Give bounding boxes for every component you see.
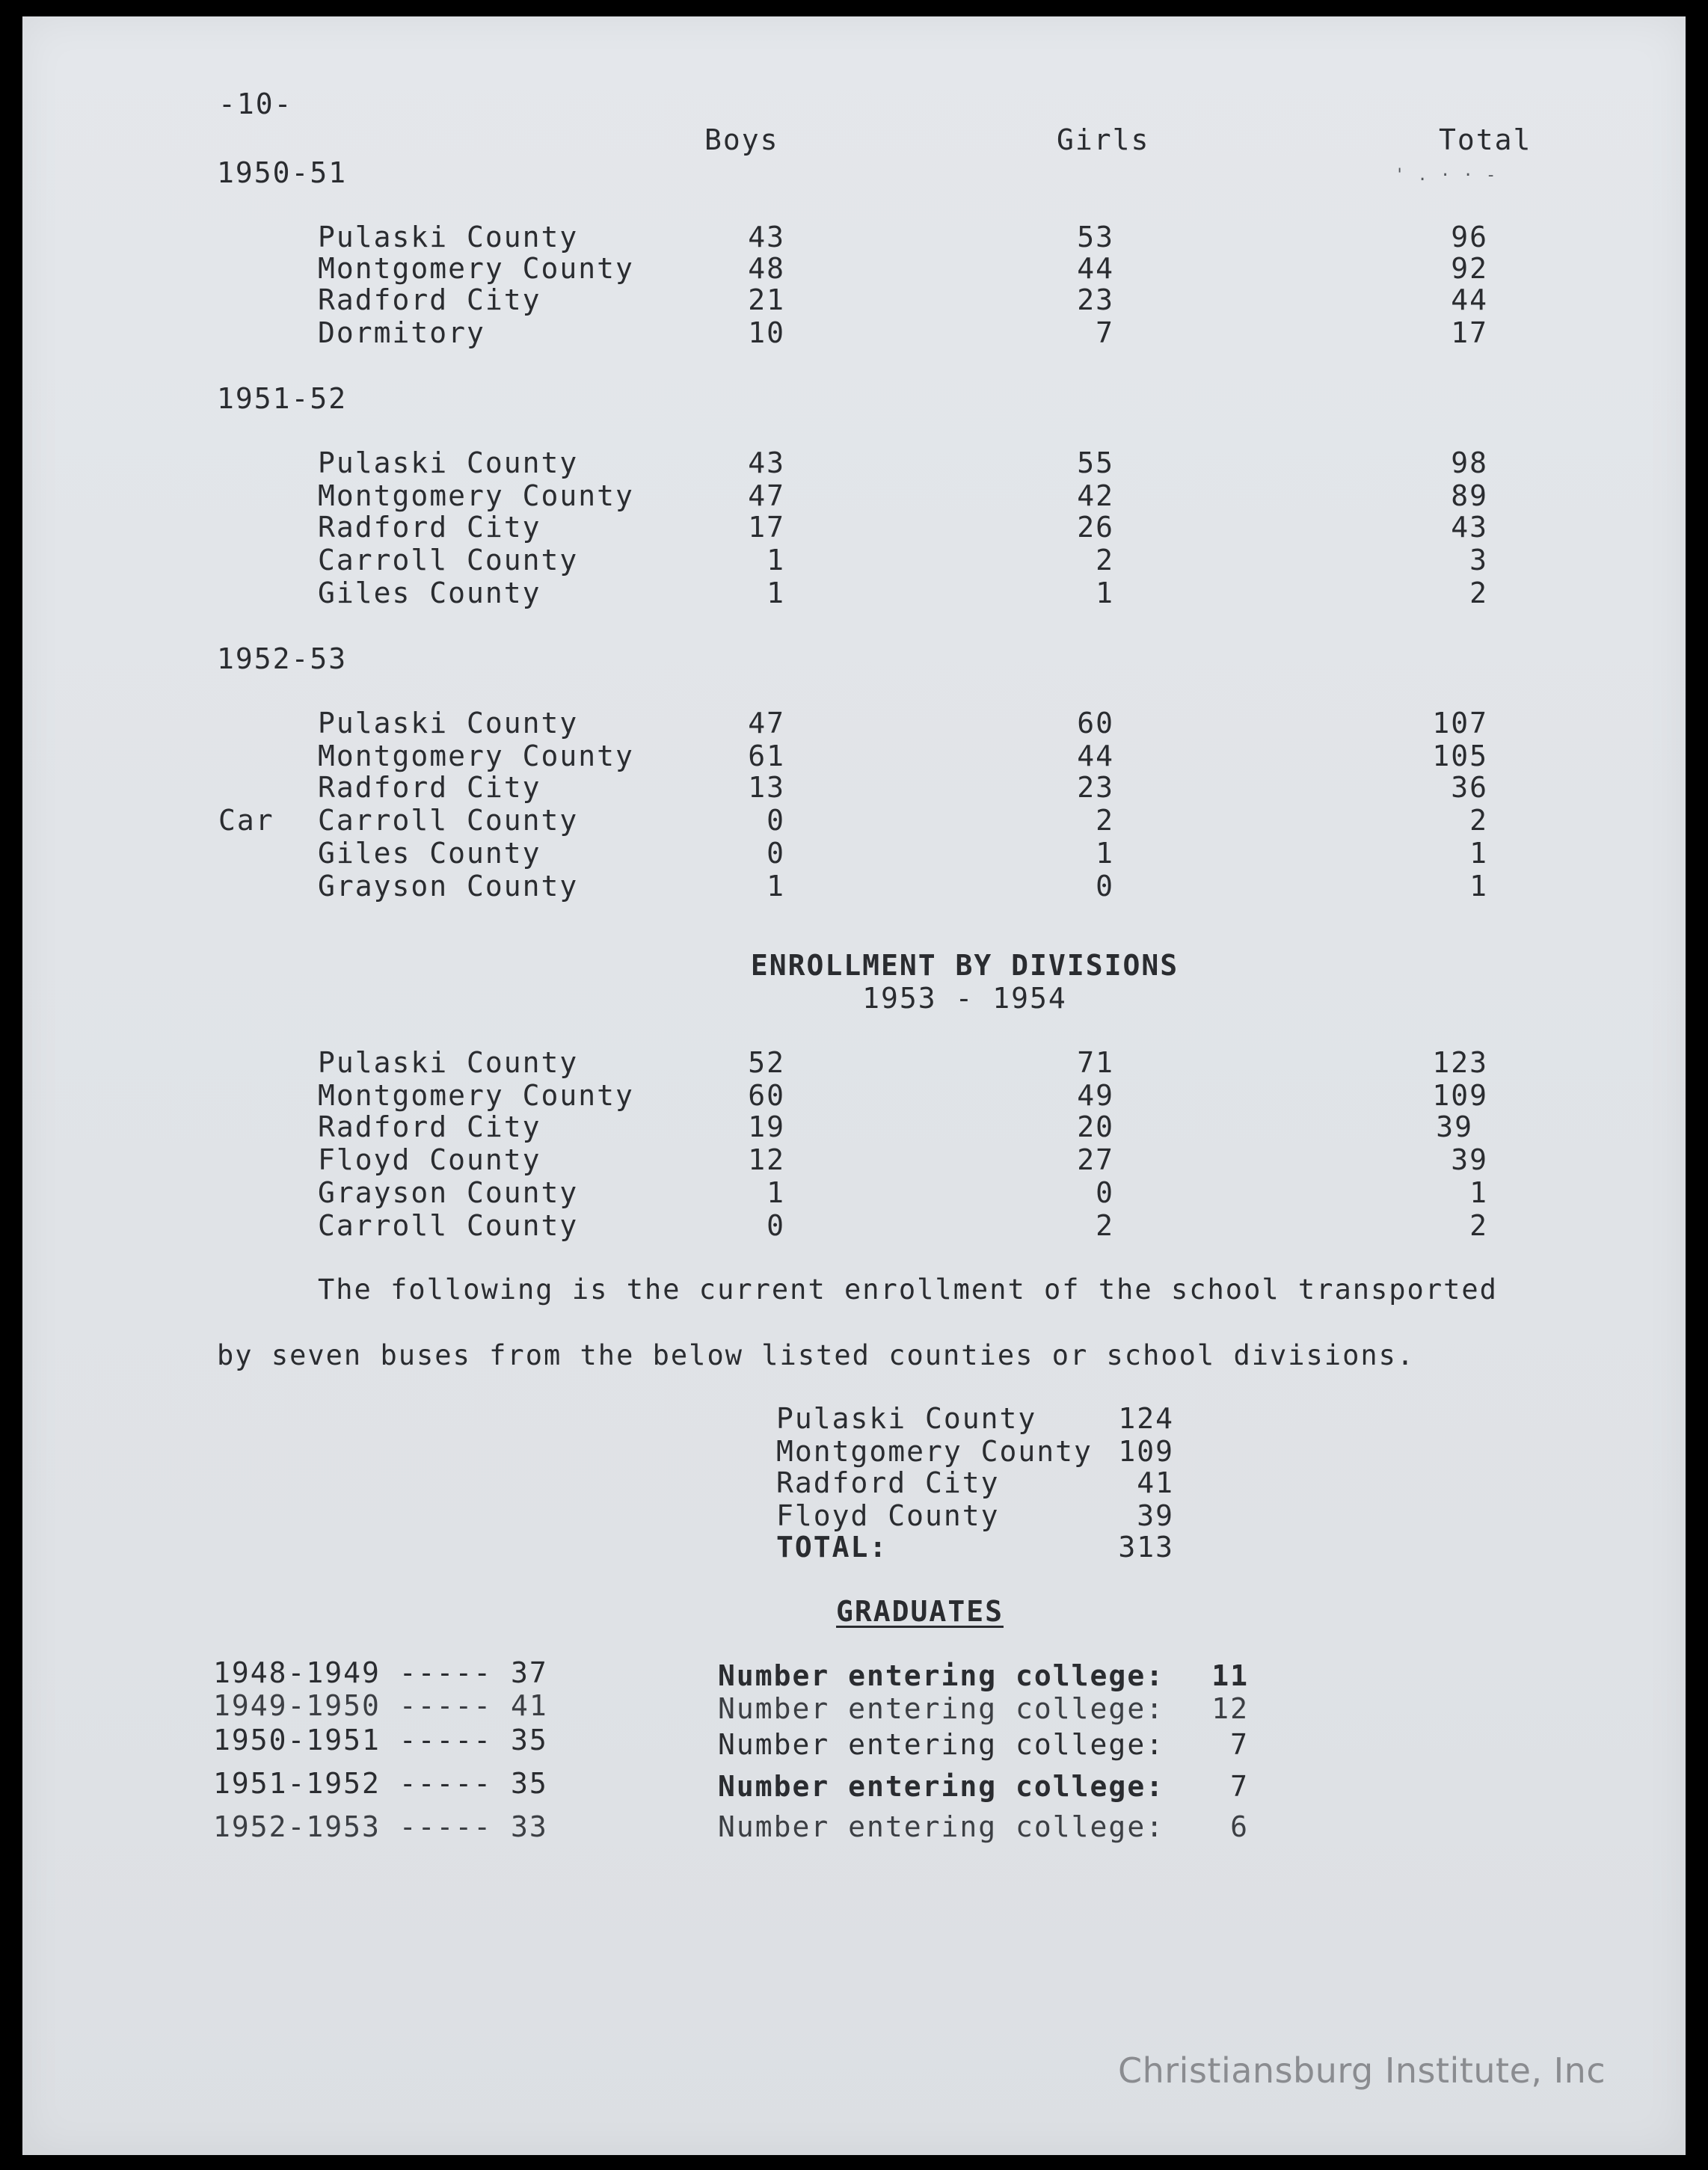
row-boys: 0	[767, 1209, 785, 1242]
bus-summary-total-label: TOTAL:	[776, 1531, 888, 1564]
row-total: 107	[1432, 707, 1488, 740]
row-girls: 44	[1077, 740, 1114, 772]
row-boys: 1	[767, 1176, 785, 1209]
row-girls: 0	[1096, 1176, 1114, 1209]
graduates-college-count: 6	[1230, 1810, 1249, 1843]
row-name: Giles County	[318, 577, 541, 609]
graduates-college-label: Number entering college:	[718, 1810, 1165, 1843]
row-total: 17	[1451, 316, 1488, 349]
row-total: 2	[1469, 1209, 1488, 1242]
section-year-1952-53: 1952-53	[217, 642, 348, 675]
graduates-years: 1951-1952 ----- 35	[213, 1767, 548, 1800]
row-total: 98	[1451, 446, 1488, 479]
row-boys: 1	[767, 577, 785, 609]
graduates-years: 1950-1951 ----- 35	[213, 1724, 548, 1756]
margin-note: Car	[218, 804, 274, 837]
column-header-total: Total	[1439, 123, 1532, 156]
bus-summary-count: 39	[1137, 1499, 1174, 1532]
row-name: Grayson County	[318, 1176, 579, 1209]
graduates-years: 1949-1950 ----- 41	[213, 1689, 548, 1722]
graduates-college-count: 7	[1230, 1728, 1249, 1761]
row-boys: 47	[748, 707, 785, 740]
bus-summary-name: Montgomery County	[776, 1435, 1093, 1468]
graduates-title: GRADUATES	[836, 1595, 1004, 1628]
bus-summary-count: 41	[1137, 1466, 1174, 1499]
row-total: 44	[1451, 283, 1488, 316]
row-total: 39	[1436, 1110, 1473, 1143]
row-girls: 49	[1077, 1079, 1114, 1112]
row-name: Montgomery County	[318, 740, 634, 772]
row-girls: 27	[1077, 1143, 1114, 1176]
row-girls: 42	[1077, 479, 1114, 512]
row-girls: 53	[1077, 221, 1114, 253]
row-name: Floyd County	[318, 1143, 541, 1176]
row-total: 1	[1469, 870, 1488, 903]
graduates-college-count: 11	[1211, 1659, 1249, 1692]
bus-summary-name: Floyd County	[776, 1499, 1000, 1532]
row-boys: 52	[748, 1046, 785, 1079]
column-header-girls: Girls	[1057, 123, 1150, 156]
row-girls: 2	[1096, 544, 1114, 577]
watermark-text: Christiansburg Institute, Inc	[1118, 2050, 1606, 2091]
row-boys: 61	[748, 740, 785, 772]
row-total: 2	[1469, 804, 1488, 837]
graduates-college-count: 7	[1230, 1770, 1249, 1803]
graduates-college-label: Number entering college:	[718, 1770, 1165, 1803]
graduates-college-label: Number entering college:	[718, 1659, 1165, 1692]
row-total: 1	[1469, 837, 1488, 870]
row-girls: 60	[1077, 707, 1114, 740]
bus-summary-count: 109	[1118, 1435, 1174, 1468]
graduates-college-label: Number entering college:	[718, 1728, 1165, 1761]
row-total: 43	[1451, 511, 1488, 544]
graduates-years: 1952-1953 ----- 33	[213, 1810, 548, 1843]
row-name: Carroll County	[318, 804, 579, 837]
bus-summary-name: Radford City	[776, 1466, 1000, 1499]
row-total: 89	[1451, 479, 1488, 512]
bus-summary-name: Pulaski County	[776, 1402, 1037, 1435]
row-total: 36	[1451, 771, 1488, 804]
row-name: Radford City	[318, 1110, 541, 1143]
graduates-college-label: Number entering college:	[718, 1692, 1165, 1725]
row-girls: 2	[1096, 1209, 1114, 1242]
row-name: Montgomery County	[318, 479, 634, 512]
row-girls: 44	[1077, 252, 1114, 285]
row-boys: 13	[748, 771, 785, 804]
row-total: 92	[1451, 252, 1488, 285]
row-girls: 2	[1096, 804, 1114, 837]
row-total: 2	[1469, 577, 1488, 609]
row-boys: 48	[748, 252, 785, 285]
row-girls: 71	[1077, 1046, 1114, 1079]
row-boys: 1	[767, 870, 785, 903]
row-girls: 0	[1096, 870, 1114, 903]
row-boys: 21	[748, 283, 785, 316]
row-boys: 10	[748, 316, 785, 349]
paragraph-line-1: The following is the current enrollment of the school transported	[318, 1273, 1498, 1306]
row-name: Pulaski County	[318, 221, 579, 253]
row-name: Carroll County	[318, 544, 579, 577]
document-page	[22, 16, 1686, 2155]
bus-summary-total-count: 313	[1118, 1531, 1174, 1564]
row-total: 3	[1469, 544, 1488, 577]
row-boys: 60	[748, 1079, 785, 1112]
row-girls: 23	[1077, 283, 1114, 316]
row-name: Giles County	[318, 837, 541, 870]
row-boys: 1	[767, 544, 785, 577]
row-girls: 1	[1096, 577, 1114, 609]
column-header-boys: Boys	[704, 123, 779, 156]
row-boys: 0	[767, 804, 785, 837]
graduates-years: 1948-1949 ----- 37	[213, 1656, 548, 1689]
section-year-1950-51: 1950-51	[217, 156, 348, 189]
row-name: Carroll County	[318, 1209, 579, 1242]
row-total: 96	[1451, 221, 1488, 253]
row-boys: 19	[748, 1110, 785, 1143]
row-boys: 0	[767, 837, 785, 870]
ink-smudge: ' . · · -	[1395, 166, 1498, 185]
paragraph-line-2: by seven buses from the below listed counties or school divisions.	[217, 1339, 1416, 1371]
row-name: Pulaski County	[318, 707, 579, 740]
divisions-years: 1953 - 1954	[862, 982, 1067, 1015]
row-name: Radford City	[318, 511, 541, 544]
row-name: Montgomery County	[318, 252, 634, 285]
row-boys: 17	[748, 511, 785, 544]
row-name: Pulaski County	[318, 446, 579, 479]
row-girls: 1	[1096, 837, 1114, 870]
row-name: Radford City	[318, 283, 541, 316]
bus-summary-count: 124	[1118, 1402, 1174, 1435]
row-total: 1	[1469, 1176, 1488, 1209]
row-name: Grayson County	[318, 870, 579, 903]
row-name: Dormitory	[318, 316, 485, 349]
row-girls: 55	[1077, 446, 1114, 479]
row-girls: 23	[1077, 771, 1114, 804]
graduates-college-count: 12	[1211, 1692, 1249, 1725]
row-name: Pulaski County	[318, 1046, 579, 1079]
row-name: Montgomery County	[318, 1079, 634, 1112]
divisions-title: ENROLLMENT BY DIVISIONS	[750, 949, 1179, 982]
row-total: 123	[1432, 1046, 1488, 1079]
row-boys: 47	[748, 479, 785, 512]
row-boys: 43	[748, 446, 785, 479]
row-girls: 20	[1077, 1110, 1114, 1143]
row-boys: 43	[748, 221, 785, 253]
row-boys: 12	[748, 1143, 785, 1176]
section-year-1951-52: 1951-52	[217, 382, 348, 415]
row-girls: 26	[1077, 511, 1114, 544]
row-name: Radford City	[318, 771, 541, 804]
row-total: 105	[1432, 740, 1488, 772]
row-girls: 7	[1096, 316, 1114, 349]
page-number: -10-	[218, 87, 293, 120]
row-total: 109	[1432, 1079, 1488, 1112]
row-total: 39	[1451, 1143, 1488, 1176]
